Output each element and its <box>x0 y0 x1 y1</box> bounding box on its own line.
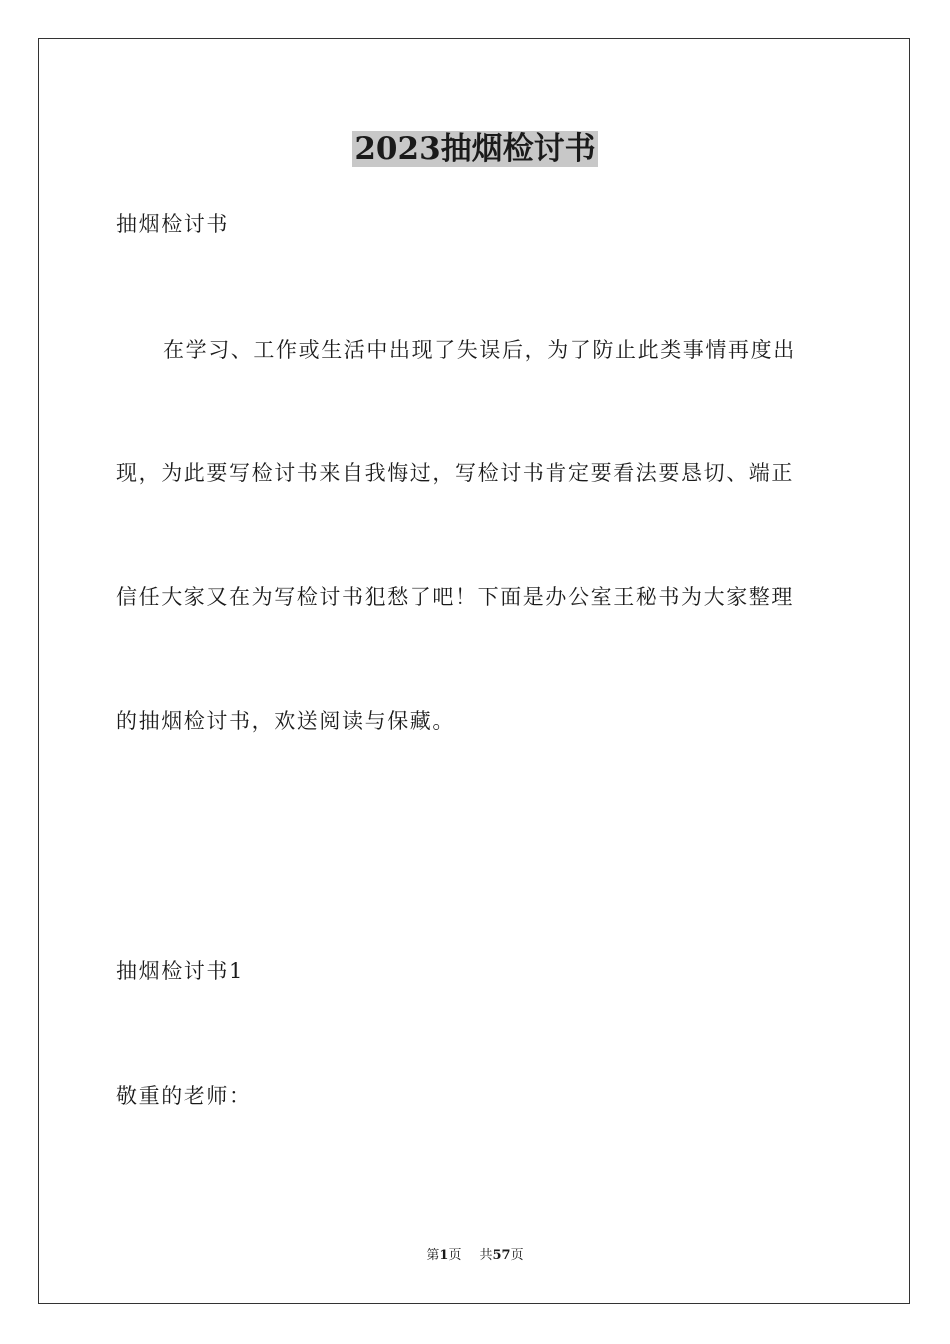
paragraph-line-3: 信任大家又在为写检讨书犯愁了吧！下面是办公室王秘书为大家整理 <box>116 585 794 609</box>
paragraph-line-1: 在学习、工作或生活中出现了失误后，为了防止此类事情再度出 <box>163 338 796 362</box>
section-heading: 抽烟检讨书1 <box>116 959 244 983</box>
footer-total-pages: 57 <box>492 1248 511 1263</box>
paragraph-line-4: 的抽烟检讨书，欢送阅读与保藏。 <box>116 709 455 733</box>
paragraph-line-2: 现，为此要写检讨书来自我悔过，写检讨书肯定要看法要恳切、端正 <box>116 461 794 485</box>
footer-total-prefix: 共 <box>479 1248 493 1263</box>
page-footer <box>0 1246 950 1266</box>
document-title-text: 2023抽烟检讨书 <box>354 131 596 167</box>
document-title <box>0 128 950 170</box>
salutation: 敬重的老师： <box>116 1084 252 1108</box>
footer-page-prefix: 第 <box>426 1248 440 1263</box>
document-subtitle: 抽烟检讨书 <box>116 212 229 236</box>
footer-total-suffix: 页 <box>510 1248 524 1263</box>
footer-page-number: 1 <box>439 1248 449 1263</box>
footer-page-suffix: 页 <box>448 1248 462 1263</box>
